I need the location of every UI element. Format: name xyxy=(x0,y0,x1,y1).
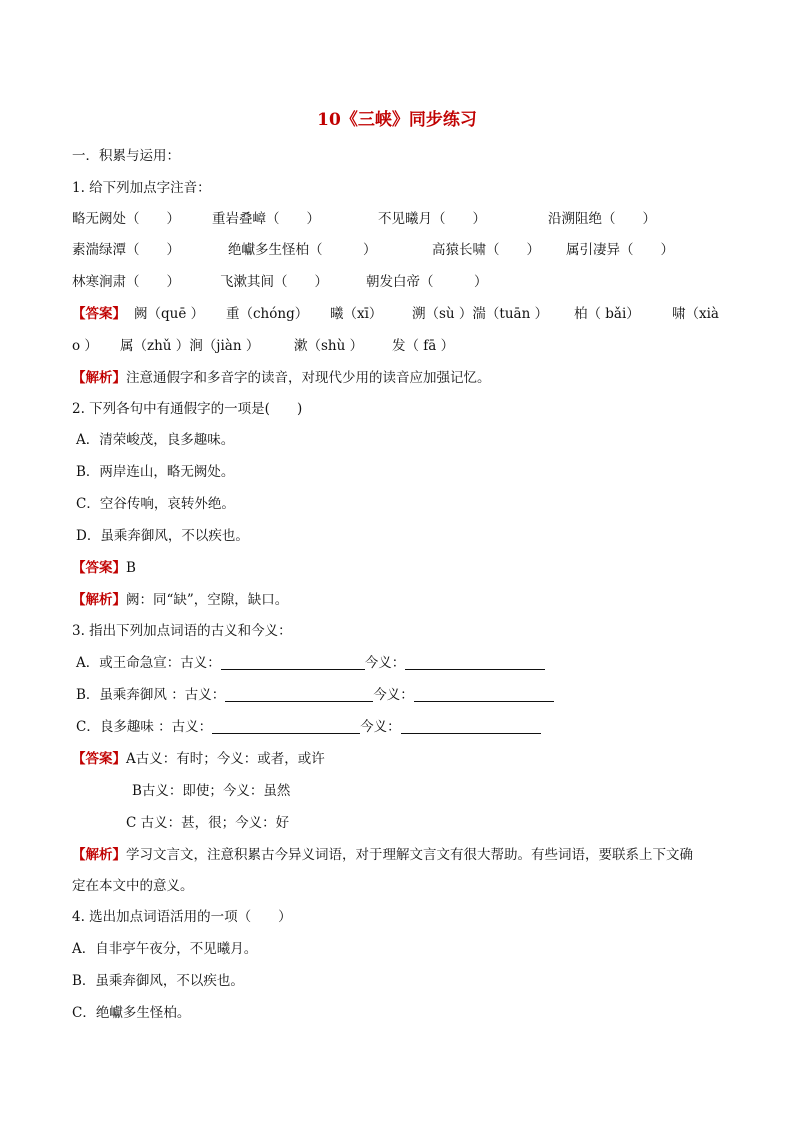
answer-item: 曦（xī） xyxy=(330,306,383,322)
jin-yi-label: 今义： xyxy=(373,687,414,703)
question-1-prompt: 1. 给下列加点字注音： xyxy=(72,180,211,196)
gu-yi-blank xyxy=(225,687,373,702)
q3-answer-a xyxy=(72,749,325,769)
q1-item: 不见曦月（ ） xyxy=(378,211,486,227)
answer-label: 【答案】 xyxy=(72,560,126,576)
jin-yi-blank xyxy=(414,687,554,702)
jin-yi-blank xyxy=(405,655,545,670)
analysis-label: 【解析】 xyxy=(72,847,126,863)
answer-item: 溯（sù ）湍（tuān ） xyxy=(412,306,549,322)
q4-option-c: C．绝巘多生怪柏。 xyxy=(72,1005,191,1021)
gu-yi-blank xyxy=(221,655,365,670)
jin-yi-label: 今义： xyxy=(364,655,406,671)
q1-answer-line-1 xyxy=(72,304,719,324)
q2-analysis xyxy=(72,590,288,610)
answer-item: o ） xyxy=(72,338,98,354)
q2-option-a: A．清荣峻茂，良多趣味。 xyxy=(76,432,235,448)
q3-label: C．良多趣味 ：古义： xyxy=(76,719,213,735)
jin-yi-label: 今义： xyxy=(360,719,401,735)
q2-answer xyxy=(72,558,136,578)
q4-option-b: B．虽乘奔御风，不以疾也。 xyxy=(72,973,244,989)
q2-option-d: D．虽乘奔御风，不以疾也。 xyxy=(76,528,249,544)
q1-item: 飞漱其间（ ） xyxy=(220,274,328,290)
question-4-prompt: 4. 选出加点词语活用的一项（ ） xyxy=(72,909,292,925)
q1-item: 重岩叠嶂（ ） xyxy=(212,211,320,227)
q3-row-c xyxy=(76,717,541,737)
page-title: 10《三峡》同步练习 xyxy=(317,110,477,130)
section-heading: 一．积累与运用： xyxy=(72,148,180,164)
analysis-label: 【解析】 xyxy=(72,592,126,608)
q1-item: 沿溯阻绝（ ） xyxy=(548,211,656,227)
analysis-label: 【解析】 xyxy=(72,370,126,386)
q3-analysis-line-2: 定在本文中的意义。 xyxy=(72,878,194,894)
answer-item: 发（ fā ） xyxy=(392,338,455,354)
q3-row-b xyxy=(76,685,554,705)
q1-analysis xyxy=(72,368,491,388)
question-2-prompt: 2. 下列各句中有通假字的一项是( ) xyxy=(72,401,303,417)
analysis-text: 阙：同“缺”，空隙，缺口。 xyxy=(126,592,289,608)
q3-label: B．虽乘奔御风 ：古义： xyxy=(76,687,226,703)
jin-yi-blank xyxy=(401,719,541,734)
q1-item: 素湍绿潭（ ） xyxy=(72,242,180,258)
q1-item: 属引凄异（ ） xyxy=(566,242,674,258)
q3-answer-c: C 古义：甚，很；今义：好 xyxy=(126,815,290,831)
answer-label: 【答案】 xyxy=(72,306,126,322)
q4-option-a: A．自非亭午夜分，不见曦月。 xyxy=(72,941,258,957)
answer-item: 柏（ bǎi） xyxy=(574,306,640,322)
q1-item: 朝发白帝（ ） xyxy=(366,274,488,290)
answer-item: 漱（shù ） xyxy=(294,338,364,354)
answer-item: 重（chóng） xyxy=(226,306,309,322)
answer-item: 属（zhǔ ）涧（jiàn ） xyxy=(120,338,260,354)
q3-answer-b: B古义：即使；今义：虽然 xyxy=(132,783,291,799)
answer-item: 啸（xià xyxy=(672,306,719,322)
q1-item: 略无阙处（ ） xyxy=(72,211,180,227)
q1-item: 绝巘多生怪柏（ ） xyxy=(228,242,377,258)
question-3-prompt: 3. 指出下列加点词语的古义和今义： xyxy=(72,623,292,639)
analysis-text: 学习文言文，注意积累古今异义词语，对于理解文言文有很大帮助。有些词语，要联系上下文确 xyxy=(126,847,693,863)
answer-text: A古义：有时；今义：或者，或许 xyxy=(126,751,325,767)
gu-yi-blank xyxy=(212,719,360,734)
q3-label: A．或王命急宣：古义： xyxy=(76,655,221,671)
analysis-text: 注意通假字和多音字的读音，对现代少用的读音应加强记忆。 xyxy=(126,370,491,386)
q3-row-a xyxy=(76,653,545,673)
q3-analysis-line-1 xyxy=(72,845,693,865)
q1-item: 高猿长啸（ ） xyxy=(432,242,540,258)
q2-option-c: C．空谷传响，哀转外绝。 xyxy=(76,496,235,512)
answer-text: B xyxy=(126,560,136,576)
q2-option-b: B．两岸连山，略无阙处。 xyxy=(76,464,235,480)
q1-item: 林寒涧肃（ ） xyxy=(72,274,180,290)
answer-item: 阙（quē ） xyxy=(134,306,205,322)
answer-label: 【答案】 xyxy=(72,751,126,767)
